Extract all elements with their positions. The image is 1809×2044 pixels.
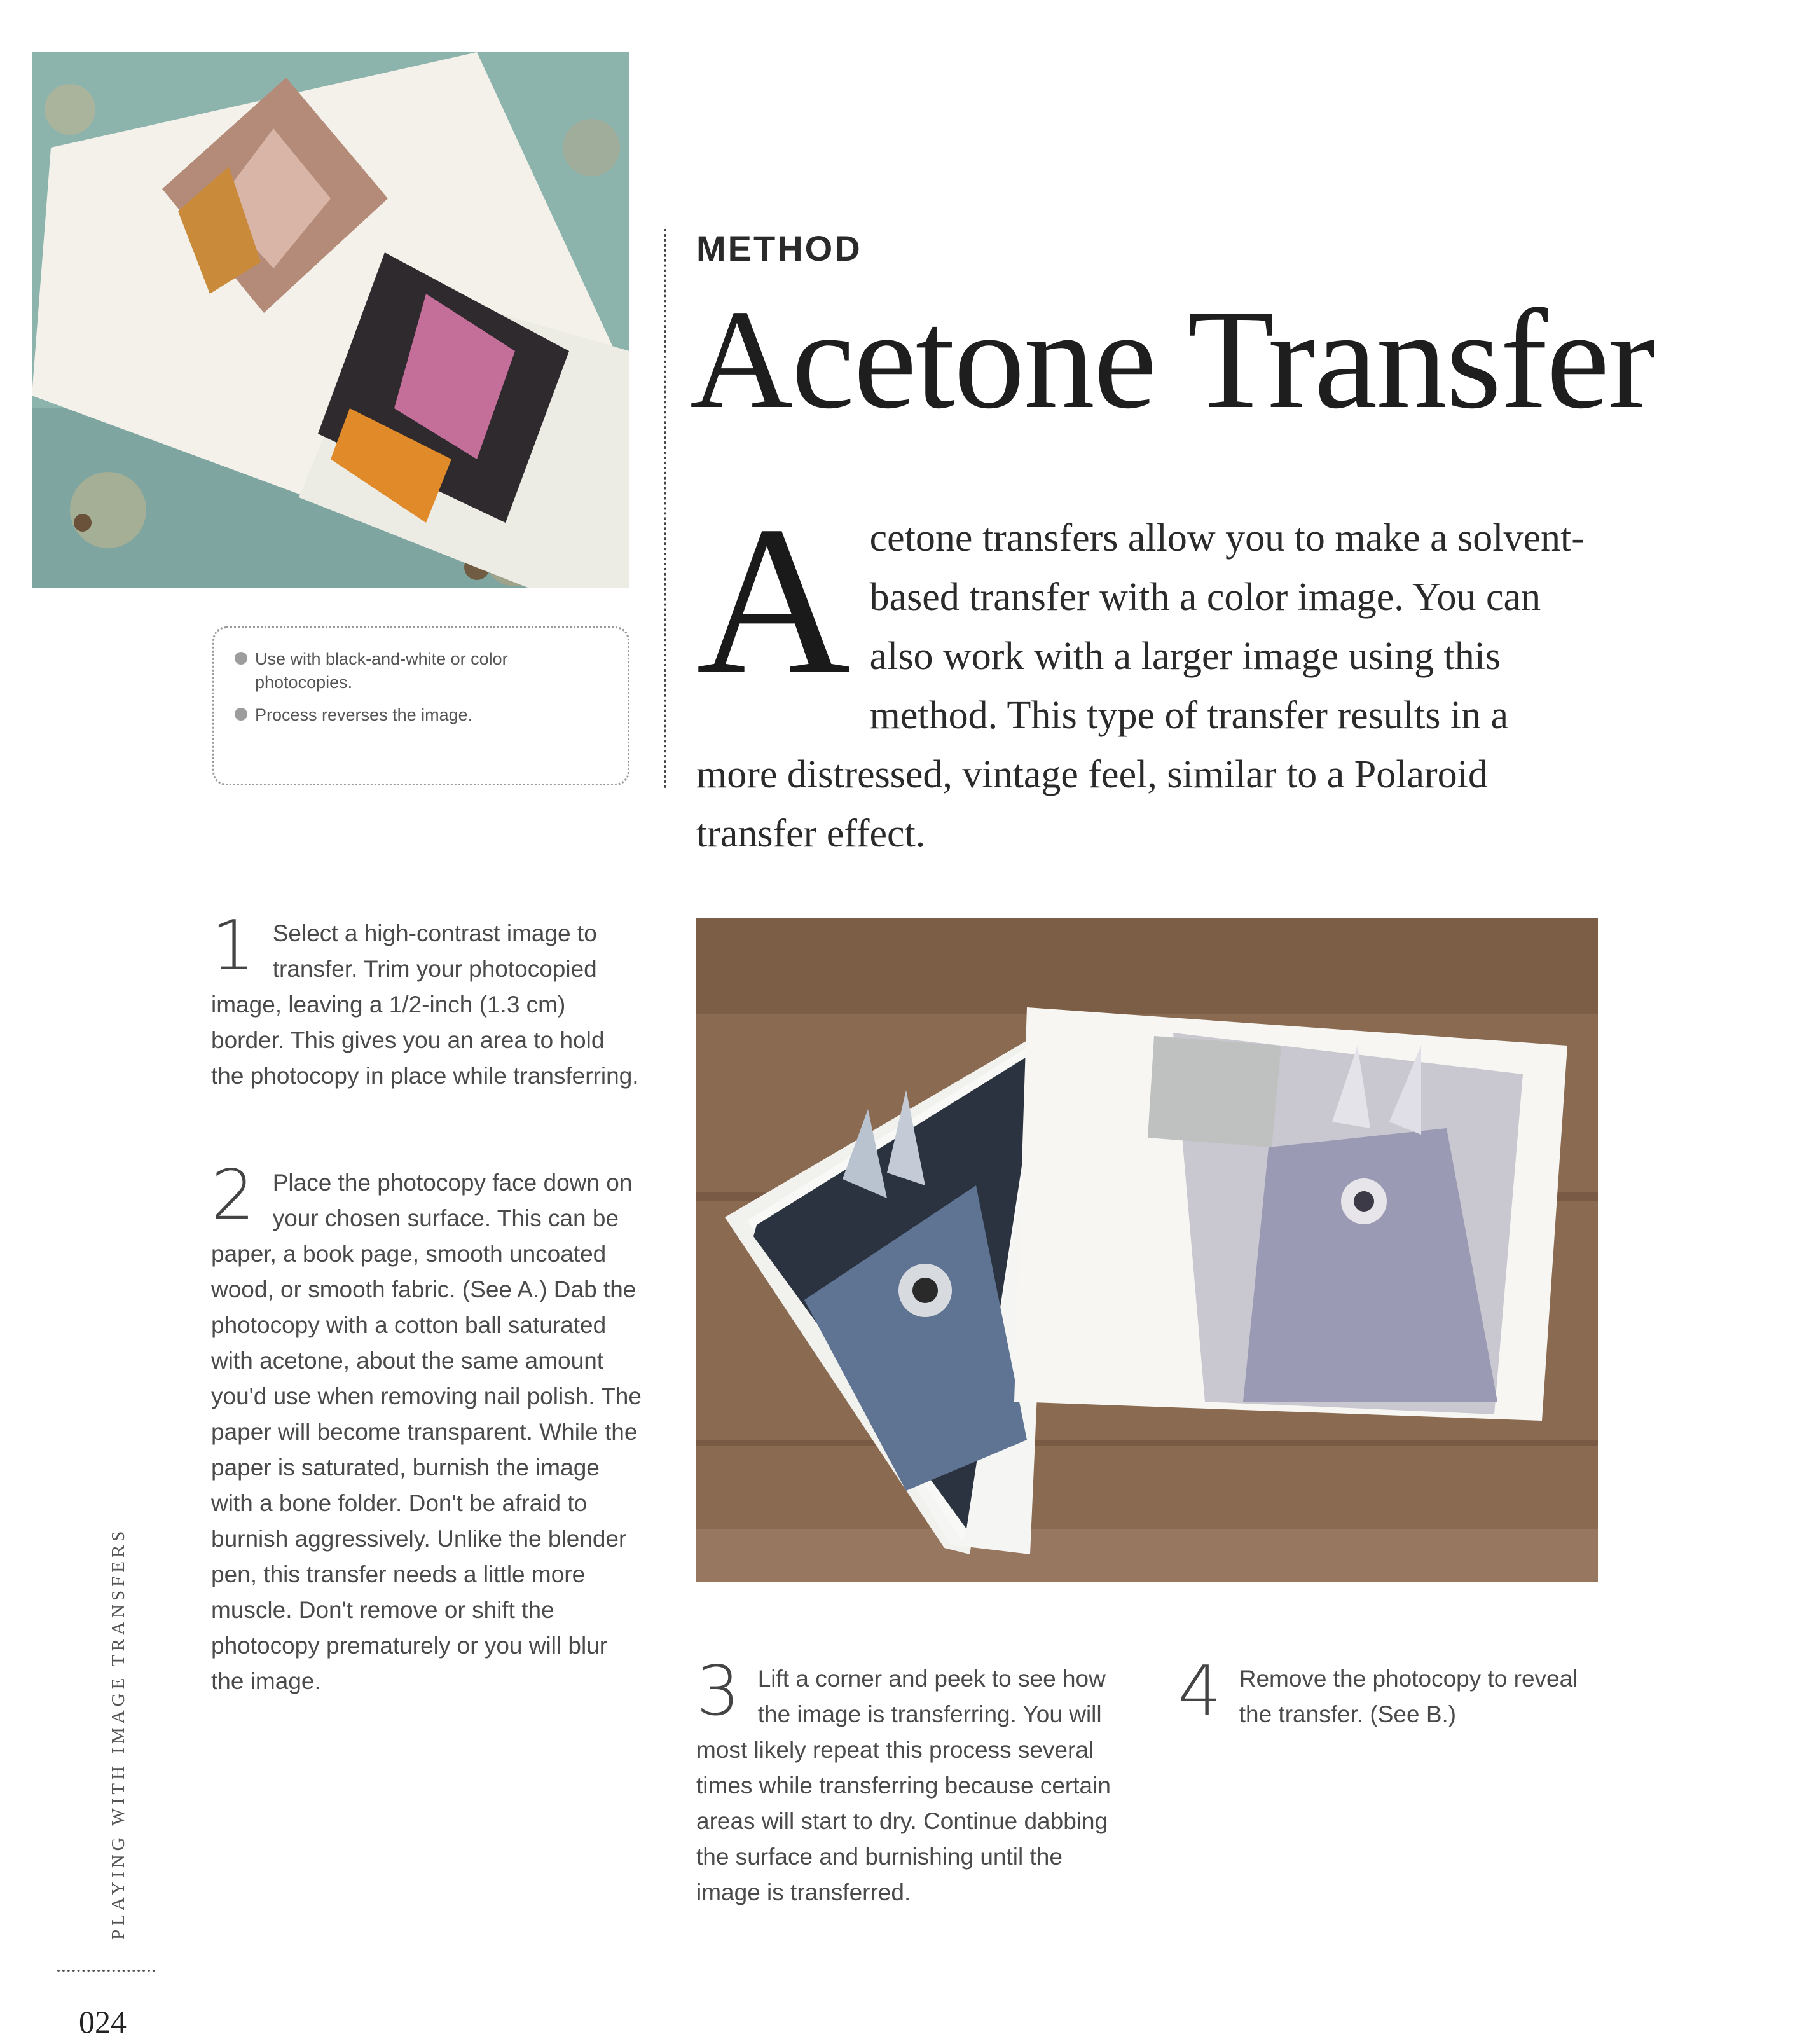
step-number: 1 — [211, 906, 255, 986]
note-text: Process reverses the image. — [255, 705, 473, 724]
note-text: Use with black-and-white or color photocopies. — [255, 649, 508, 692]
photo-rabbit-transfer-on-wood — [696, 918, 1598, 1582]
section-label: METHOD — [696, 228, 862, 268]
step-text: Select a high-contrast image to transfer. Trim your photocopied image, leaving a 1/2-inch (1.3 cm) border. This gives you an area to hold the photocopy in place while transferring. — [211, 920, 639, 1089]
page-title: Acetone Transfer — [690, 280, 1654, 438]
step-4 — [1178, 1652, 1591, 1732]
running-head: PLAYING WITH IMAGE TRANSFERS — [108, 1527, 128, 1940]
intro-text: cetone transfers allow you to make a solvent-based transfer with a color image. You can also work with a larger image using this method. This type of transfer results in a more distressed, vintage feel, similar to a Polaroid transfer effect. — [696, 516, 1585, 855]
step-number: 3 — [696, 1652, 740, 1731]
photo-transfer-on-book-pages — [32, 52, 629, 588]
note-item — [232, 647, 610, 694]
bullet-icon — [235, 652, 247, 665]
step-text: Lift a corner and peek to see how the image is transferring. You will most likely repeat this process several times while transferring because certain areas will start to dry. Continue dabbing the surface and burnishing until the image is transferred. — [696, 1666, 1111, 1905]
vertical-divider — [664, 229, 666, 789]
step-2 — [211, 1156, 643, 1699]
step-text: Remove the photocopy to reveal the transfer. (See B.) — [1239, 1666, 1578, 1727]
drop-cap: A — [696, 482, 851, 719]
bullet-icon — [235, 708, 247, 721]
step-3 — [696, 1652, 1129, 1910]
page-number: 024 — [79, 2004, 127, 2040]
folio-divider — [57, 1970, 155, 1972]
step-1 — [211, 906, 643, 1094]
notes-box — [212, 626, 629, 785]
note-item — [232, 703, 610, 727]
step-text: Place the photocopy face down on your chosen surface. This can be paper, a book page, smooth uncoated wood, or smooth fabric. (See A.) Dab the photocopy with a cotton ball saturated with acetone, about the same amount you'd use when removing nail polish. The paper will become transparent. While the paper is saturated, burnish the image with a bone folder. Don't be afraid to burnish aggressively. Unlike the blender pen, this transfer needs a little more muscle. Don't remove or shift the photocopy prematurely or you will blur the image. — [211, 1170, 642, 1694]
intro-paragraph — [696, 482, 1593, 864]
step-number: 2 — [211, 1156, 255, 1235]
step-number: 4 — [1178, 1652, 1221, 1731]
